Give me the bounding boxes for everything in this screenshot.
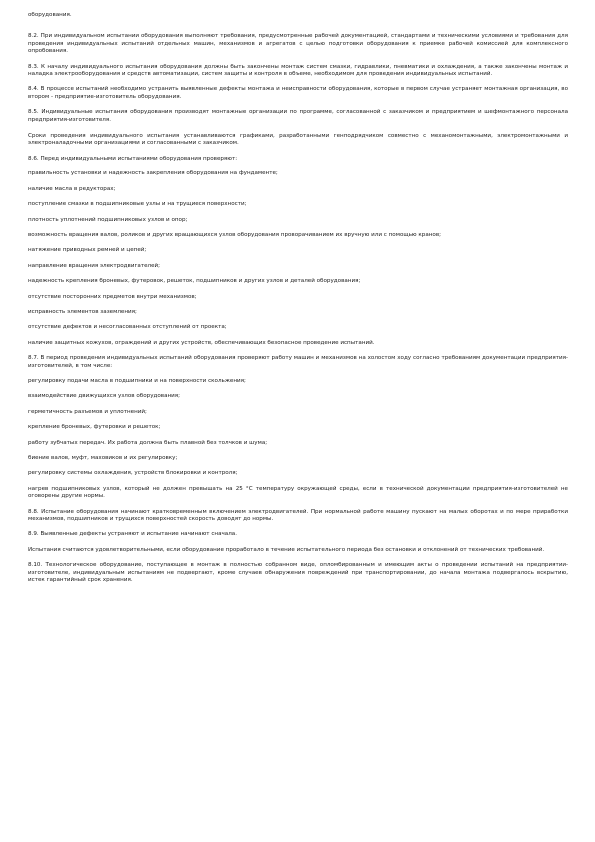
paragraph: возможность вращения валов, роликов и других вращающихся узлов оборудования проворачиванием их вручную или с помощью кранов;	[28, 231, 442, 238]
paragraph: поступление смазки в подшипниковые узлы и на трущиеся поверхности;	[28, 201, 247, 208]
paragraph: 8.10. Технологическое оборудование, поступающее в монтаж в полностью собранном виде, опломбированным и имеющим акты о проведении испытаний на предприятии-изготовителе, индивидуальным испытаниям не подвергают, кроме случаев обнаружения повреждений при транспортировании, до начала монтажа подвергалось вскрытию, истек гарантийный срок хранения.	[28, 562, 568, 584]
paragraph: наличие защитных кожухов, ограждений и других устройств, обеспечивающих безопасное проведение испытаний.	[28, 339, 375, 346]
paragraph: направление вращения электродвигателей;	[28, 262, 161, 269]
paragraph: крепление броневых, футеровки и решеток;	[28, 424, 161, 431]
paragraph: наличие масла в редукторах;	[28, 185, 116, 192]
paragraph: взаимодействие движущихся узлов оборудования;	[28, 393, 181, 400]
paragraph: герметичность разъемов и уплотнений;	[28, 408, 147, 415]
paragraph: надежность крепления броневых, футеровок, решеток, подшипников и других узлов и деталей оборудования;	[28, 278, 361, 285]
paragraph: натяжение приводных ремней и цепей;	[28, 247, 147, 254]
document-body	[28, 12, 568, 584]
paragraph: нагрев подшипниковых узлов, который не должен превышать на 25 °С температуру окружающей среды, если в технической документации предприятия-изготовителей не оговорены другие нормы.	[28, 485, 568, 500]
paragraph: отсутствие посторонних предметов внутри механизмов;	[28, 293, 197, 300]
paragraph: 8.4. В процессе испытаний необходимо устранить выявленные дефекты монтажа и неисправности оборудования, которые в первом случае устраняет монтажная организация, во втором - предприятие-изготовитель оборудования.	[28, 86, 568, 100]
paragraph: Сроки проведения индивидуального испытания устанавливаются графиками, разработанными генподрядчиком совместно с механомонтажными, электромонтажными и электроналадочными организациями и согласованными с заказчиком.	[28, 133, 568, 147]
paragraph: работу зубчатых передач. Их работа должна быть плавной без толчков и шума;	[28, 439, 268, 446]
paragraph: 8.7. В период проведения индивидуальных испытаний оборудования проверяют работу машин и механизмов на холостом ходу согласно требованиям документации предприятия-изготовителей, в том числе:	[28, 355, 568, 369]
paragraph: 8.8. Испытание оборудования начинают кратковременным включением электродвигателей. При нормальной работе машину пускают на малых оборотах и по мере приработки механизмов, подшипников и трущихся поверхностей скорость доводят до нормы.	[28, 508, 568, 523]
paragraph: 8.5. Индивидуальные испытания оборудования производят монтажные организации по программе, согласованной с заказчиком и предприятием и шефмонтажного персонала предприятия-изготовителя.	[28, 109, 568, 123]
paragraph: 8.3. К началу индивидуального испытания оборудования должны быть закончены монтаж систем смазки, гидравлики, пневматики и охлаждения, а также закончены монтаж и наладка электрооборудования и средств автоматизации, систем защиты и контроля в объеме, необходимом для проведения индивидуальных испытаний.	[28, 63, 568, 78]
paragraph: регулировку подачи масла в подшипники и на поверхности скольжения;	[28, 377, 246, 384]
paragraph: плотность уплотнений подшипниковых узлов и опор;	[28, 216, 188, 223]
paragraph: регулировку системы охлаждения, устройств блокировки и контроля;	[28, 470, 238, 477]
paragraph: Испытания считаются удовлетворительными, если оборудование проработало в течение испытательного периода без остановки и отклонений от технических требований.	[28, 546, 545, 553]
paragraph: оборудования.	[28, 12, 72, 18]
paragraph: 8.6. Перед индивидуальными испытаниями оборудования проверяют:	[28, 155, 238, 162]
paragraph: 8.9. Выявленные дефекты устраняют и испытание начинают сначала.	[28, 531, 238, 538]
paragraph: отсутствие дефектов и несогласованных отступлений от проекта;	[28, 324, 227, 331]
paragraph: 8.2. При индивидуальном испытании оборудования выполняют требования, предусмотренные рабочей документацией, стандартами и техническими условиями и требования для проведения индивидуальных испытаний отдельных машин, механизмов и агрегатов с целью подготовки оборудования к приемке рабочей комиссией для комплексного опробования.	[28, 33, 568, 55]
paragraph: исправность элементов заземления;	[28, 308, 137, 315]
paragraph: правильность установки и надежность закрепления оборудования на фундаменте;	[28, 170, 278, 177]
paragraph: биение валов, муфт, маховиков и их регулировку;	[28, 455, 178, 461]
